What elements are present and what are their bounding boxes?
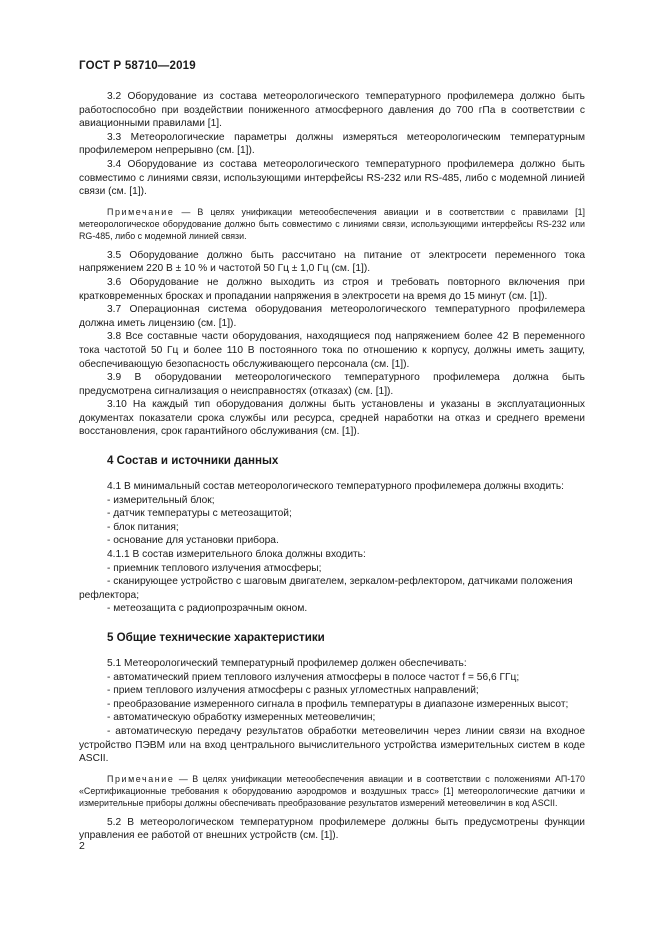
paragraph-3-4: 3.4 Оборудование из состава метеорологического температурного профилемера должно быть совместимо с линиями связи, использующими интерфейсы RS-232 или RS-485, либо с модемной линией связи (см. [1]). — [79, 158, 585, 198]
list-item: - датчик температуры с метеозащитой; — [107, 508, 292, 520]
paragraph-4-1: 4.1 В минимальный состав метеорологического температурного профилемера должны входить: — [107, 481, 564, 493]
section-4-heading: 4 Состав и источники данных — [107, 454, 279, 468]
paragraph-3-10: 3.10 На каждый тип оборудования должны быть установлены и указаны в эксплуатационных документах показатели срока службы или ресурса, средней наработки на отказ и среднего времени восстановления, срок гарантийного обслуживания (см. [1]). — [79, 399, 585, 438]
list-item: - автоматический прием теплового излучения атмосферы в полосе частот f = 56,6 ГГц; — [107, 671, 520, 683]
document-header: ГОСТ Р 58710—2019 — [79, 60, 196, 72]
paragraph-3-2: 3.2 Оборудование из состава метеорологического температурного профилемера должно быть работоспособно при воздействии пониженного атмосферного давления до 700 гПа в соответствии с авиационными правилами [1]. — [79, 91, 585, 130]
list-item: - метеозащита с радиопрозрачным окном. — [107, 603, 308, 615]
list-item: - прием теплового излучения атмосферы с разных угломестных направлений; — [107, 685, 479, 697]
list-item: - преобразование измеренного сигнала в профиль температуры в диапазоне измеренных высот; — [107, 698, 569, 710]
list-item: - блок питания; — [107, 521, 179, 533]
note-1 — [79, 206, 585, 242]
section-5-heading: 5 Общие технические характеристики — [107, 631, 325, 644]
list-item: - автоматическую передачу результатов обработки метеовеличин через линии связи на входное устройство ПЭВМ или на вход центрального вычислительного устройства измерительных систем в коде ASCII. — [79, 725, 585, 765]
paragraph-3-9: 3.9 В оборудовании метеорологического температурного профилемера должна быть предусмотрена сигнализация о неисправностях (отказах) (см. [1]). — [79, 372, 585, 397]
paragraph-3-8: 3.8 Все составные части оборудования, находящиеся под напряжением более 42 В переменного тока частотой 50 Гц и более 110 В постоянного тока по отношению к корпусу, должны иметь защиту, обеспечивающую безопасность обслуживающего персонала (см. [1]). — [79, 331, 585, 370]
paragraph-3-7: 3.7 Операционная система оборудования метеорологического температурного профилемера должна иметь лицензию (см. [1]). — [79, 304, 585, 329]
list-item: - сканирующее устройство с шаговым двигателем, зеркалом-рефлектором, датчиками положения рефлектора; — [79, 576, 573, 601]
paragraph-3-3: 3.3 Метеорологические параметры должны измеряться метеорологическим температурным профилемером непрерывно (см. [1]). — [79, 131, 585, 157]
paragraph-5-2: 5.2 В метеорологическом температурном профилемере должны быть предусмотрены функции управления ее работой от внешних устройств (см. [1]). — [79, 816, 585, 842]
page-body — [79, 90, 585, 843]
page-number: 2 — [79, 840, 85, 852]
note-label: Примечание — [107, 773, 175, 784]
paragraph-3-5: 3.5 Оборудование должно быть рассчитано на питание от электросети переменного тока напряжением 220 В ± 10 % и частотой 50 Гц ± 1,0 Гц (см. [1]). — [79, 249, 585, 275]
list-item: - приемник теплового излучения атмосферы; — [107, 562, 322, 574]
paragraph-4-1-1: 4.1.1 В состав измерительного блока должны входить: — [107, 549, 366, 561]
note-2 — [79, 773, 585, 809]
note-label: Примечание — [107, 206, 175, 217]
list-item: - автоматическую обработку измеренных метеовеличин; — [107, 712, 376, 724]
list-item: - измерительный блок; — [107, 494, 215, 506]
note-text: — В целях унификации метеообеспечения авиации и в соответствии с правилами [1] метеорологическое оборудование должно быть совместимо с линиями связи, использующими интерфейсы RS-232 или RG-485, либо с модемной линией связи. — [79, 206, 585, 241]
paragraph-3-6: 3.6 Оборудование не должно выходить из строя и требовать повторного включения при кратковременных бросках и пропадании напряжения в электросети на время до 15 минут (см. [1]). — [79, 276, 585, 302]
list-item: - основание для установки прибора. — [107, 535, 279, 547]
paragraph-5-1: 5.1 Метеорологический температурный профилемер должен обеспечивать: — [107, 658, 467, 669]
note-text: — В целях унификации метеообеспечения авиации и в соответствии с положениями АП-170 «Сертификационные требования к оборудованию аэродромов и воздушных трасс» [1] метеорологические датчики и измерительные приборы должны обеспечивать преобразование результатов измерений метеовеличин в код ASCII. — [79, 773, 585, 808]
